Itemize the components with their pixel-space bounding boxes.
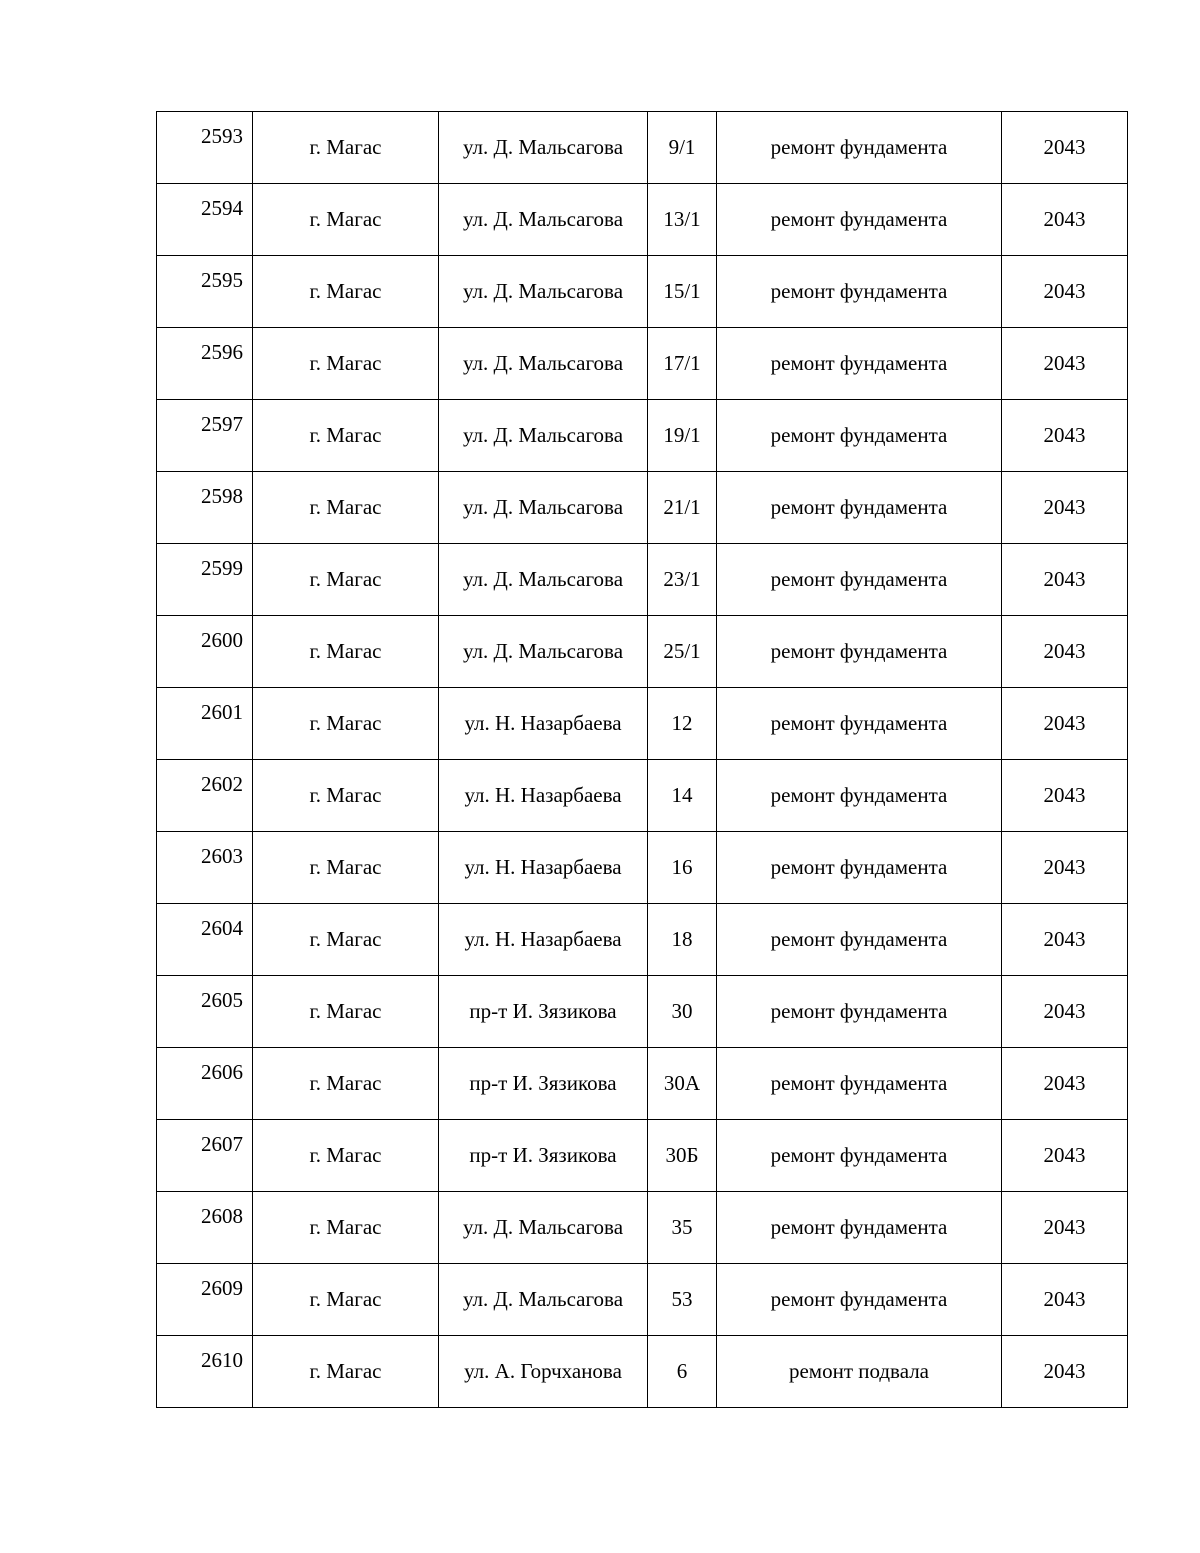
house-number-cell: 30Б (648, 1120, 717, 1192)
table-row (157, 472, 1128, 544)
work-type-cell: ремонт фундамента (717, 1192, 1002, 1264)
table-row (157, 256, 1128, 328)
year-cell: 2043 (1002, 904, 1128, 976)
street-cell: ул. Д. Мальсагова (439, 256, 648, 328)
work-type-cell: ремонт фундамента (717, 400, 1002, 472)
city-cell: г. Магас (253, 472, 439, 544)
street-cell: ул. Н. Назарбаева (439, 688, 648, 760)
street-cell: ул. Д. Мальсагова (439, 400, 648, 472)
city-cell: г. Магас (253, 616, 439, 688)
house-number-cell: 19/1 (648, 400, 717, 472)
row-number-cell: 2594 (157, 184, 253, 256)
row-number-cell: 2596 (157, 328, 253, 400)
house-number-cell: 25/1 (648, 616, 717, 688)
table-row (157, 544, 1128, 616)
work-type-cell: ремонт фундамента (717, 328, 1002, 400)
table-row (157, 1120, 1128, 1192)
house-number-cell: 35 (648, 1192, 717, 1264)
year-cell: 2043 (1002, 1336, 1128, 1408)
table-row (157, 616, 1128, 688)
work-type-cell: ремонт фундамента (717, 688, 1002, 760)
work-type-cell: ремонт подвала (717, 1336, 1002, 1408)
row-number-cell: 2604 (157, 904, 253, 976)
city-cell: г. Магас (253, 184, 439, 256)
row-number-cell: 2599 (157, 544, 253, 616)
row-number-cell: 2606 (157, 1048, 253, 1120)
table-row (157, 904, 1128, 976)
street-cell: ул. Д. Мальсагова (439, 184, 648, 256)
table-row (157, 1264, 1128, 1336)
house-number-cell: 21/1 (648, 472, 717, 544)
row-number-cell: 2593 (157, 112, 253, 184)
row-number-cell: 2597 (157, 400, 253, 472)
street-cell: ул. А. Горчханова (439, 1336, 648, 1408)
street-cell: пр-т И. Зязикова (439, 1048, 648, 1120)
year-cell: 2043 (1002, 1264, 1128, 1336)
city-cell: г. Магас (253, 112, 439, 184)
street-cell: ул. Д. Мальсагова (439, 328, 648, 400)
city-cell: г. Магас (253, 1048, 439, 1120)
year-cell: 2043 (1002, 688, 1128, 760)
table-row (157, 1048, 1128, 1120)
house-number-cell: 53 (648, 1264, 717, 1336)
work-type-cell: ремонт фундамента (717, 472, 1002, 544)
city-cell: г. Магас (253, 688, 439, 760)
work-type-cell: ремонт фундамента (717, 832, 1002, 904)
city-cell: г. Магас (253, 1192, 439, 1264)
table-row (157, 112, 1128, 184)
year-cell: 2043 (1002, 112, 1128, 184)
house-number-cell: 15/1 (648, 256, 717, 328)
house-number-cell: 23/1 (648, 544, 717, 616)
city-cell: г. Магас (253, 400, 439, 472)
row-number-cell: 2602 (157, 760, 253, 832)
city-cell: г. Магас (253, 832, 439, 904)
row-number-cell: 2608 (157, 1192, 253, 1264)
city-cell: г. Магас (253, 1264, 439, 1336)
street-cell: пр-т И. Зязикова (439, 1120, 648, 1192)
work-type-cell: ремонт фундамента (717, 112, 1002, 184)
row-number-cell: 2609 (157, 1264, 253, 1336)
year-cell: 2043 (1002, 1048, 1128, 1120)
year-cell: 2043 (1002, 184, 1128, 256)
street-cell: ул. Д. Мальсагова (439, 1264, 648, 1336)
house-number-cell: 12 (648, 688, 717, 760)
repair-schedule-table (156, 111, 1128, 1408)
work-type-cell: ремонт фундамента (717, 760, 1002, 832)
table-row (157, 760, 1128, 832)
street-cell: ул. Д. Мальсагова (439, 472, 648, 544)
work-type-cell: ремонт фундамента (717, 976, 1002, 1048)
city-cell: г. Магас (253, 256, 439, 328)
table-row (157, 688, 1128, 760)
city-cell: г. Магас (253, 328, 439, 400)
street-cell: ул. Д. Мальсагова (439, 616, 648, 688)
house-number-cell: 14 (648, 760, 717, 832)
row-number-cell: 2603 (157, 832, 253, 904)
street-cell: ул. Н. Назарбаева (439, 904, 648, 976)
house-number-cell: 30 (648, 976, 717, 1048)
table-row (157, 328, 1128, 400)
work-type-cell: ремонт фундамента (717, 1120, 1002, 1192)
house-number-cell: 16 (648, 832, 717, 904)
year-cell: 2043 (1002, 400, 1128, 472)
row-number-cell: 2598 (157, 472, 253, 544)
year-cell: 2043 (1002, 1120, 1128, 1192)
work-type-cell: ремонт фундамента (717, 256, 1002, 328)
street-cell: ул. Д. Мальсагова (439, 544, 648, 616)
work-type-cell: ремонт фундамента (717, 1048, 1002, 1120)
table-row (157, 400, 1128, 472)
work-type-cell: ремонт фундамента (717, 544, 1002, 616)
year-cell: 2043 (1002, 616, 1128, 688)
house-number-cell: 30А (648, 1048, 717, 1120)
city-cell: г. Магас (253, 1120, 439, 1192)
table-row (157, 1336, 1128, 1408)
street-cell: ул. Н. Назарбаева (439, 760, 648, 832)
row-number-cell: 2595 (157, 256, 253, 328)
row-number-cell: 2610 (157, 1336, 253, 1408)
house-number-cell: 18 (648, 904, 717, 976)
street-cell: пр-т И. Зязикова (439, 976, 648, 1048)
row-number-cell: 2605 (157, 976, 253, 1048)
year-cell: 2043 (1002, 328, 1128, 400)
work-type-cell: ремонт фундамента (717, 1264, 1002, 1336)
house-number-cell: 9/1 (648, 112, 717, 184)
house-number-cell: 17/1 (648, 328, 717, 400)
house-number-cell: 6 (648, 1336, 717, 1408)
year-cell: 2043 (1002, 544, 1128, 616)
year-cell: 2043 (1002, 1192, 1128, 1264)
street-cell: ул. Д. Мальсагова (439, 112, 648, 184)
year-cell: 2043 (1002, 832, 1128, 904)
street-cell: ул. Н. Назарбаева (439, 832, 648, 904)
year-cell: 2043 (1002, 976, 1128, 1048)
house-number-cell: 13/1 (648, 184, 717, 256)
city-cell: г. Магас (253, 976, 439, 1048)
year-cell: 2043 (1002, 760, 1128, 832)
year-cell: 2043 (1002, 472, 1128, 544)
city-cell: г. Магас (253, 760, 439, 832)
work-type-cell: ремонт фундамента (717, 616, 1002, 688)
table-row (157, 184, 1128, 256)
work-type-cell: ремонт фундамента (717, 184, 1002, 256)
row-number-cell: 2601 (157, 688, 253, 760)
city-cell: г. Магас (253, 1336, 439, 1408)
table-row (157, 976, 1128, 1048)
row-number-cell: 2600 (157, 616, 253, 688)
table-row (157, 832, 1128, 904)
table-row (157, 1192, 1128, 1264)
table-body (157, 112, 1128, 1408)
row-number-cell: 2607 (157, 1120, 253, 1192)
city-cell: г. Магас (253, 904, 439, 976)
street-cell: ул. Д. Мальсагова (439, 1192, 648, 1264)
work-type-cell: ремонт фундамента (717, 904, 1002, 976)
year-cell: 2043 (1002, 256, 1128, 328)
city-cell: г. Магас (253, 544, 439, 616)
